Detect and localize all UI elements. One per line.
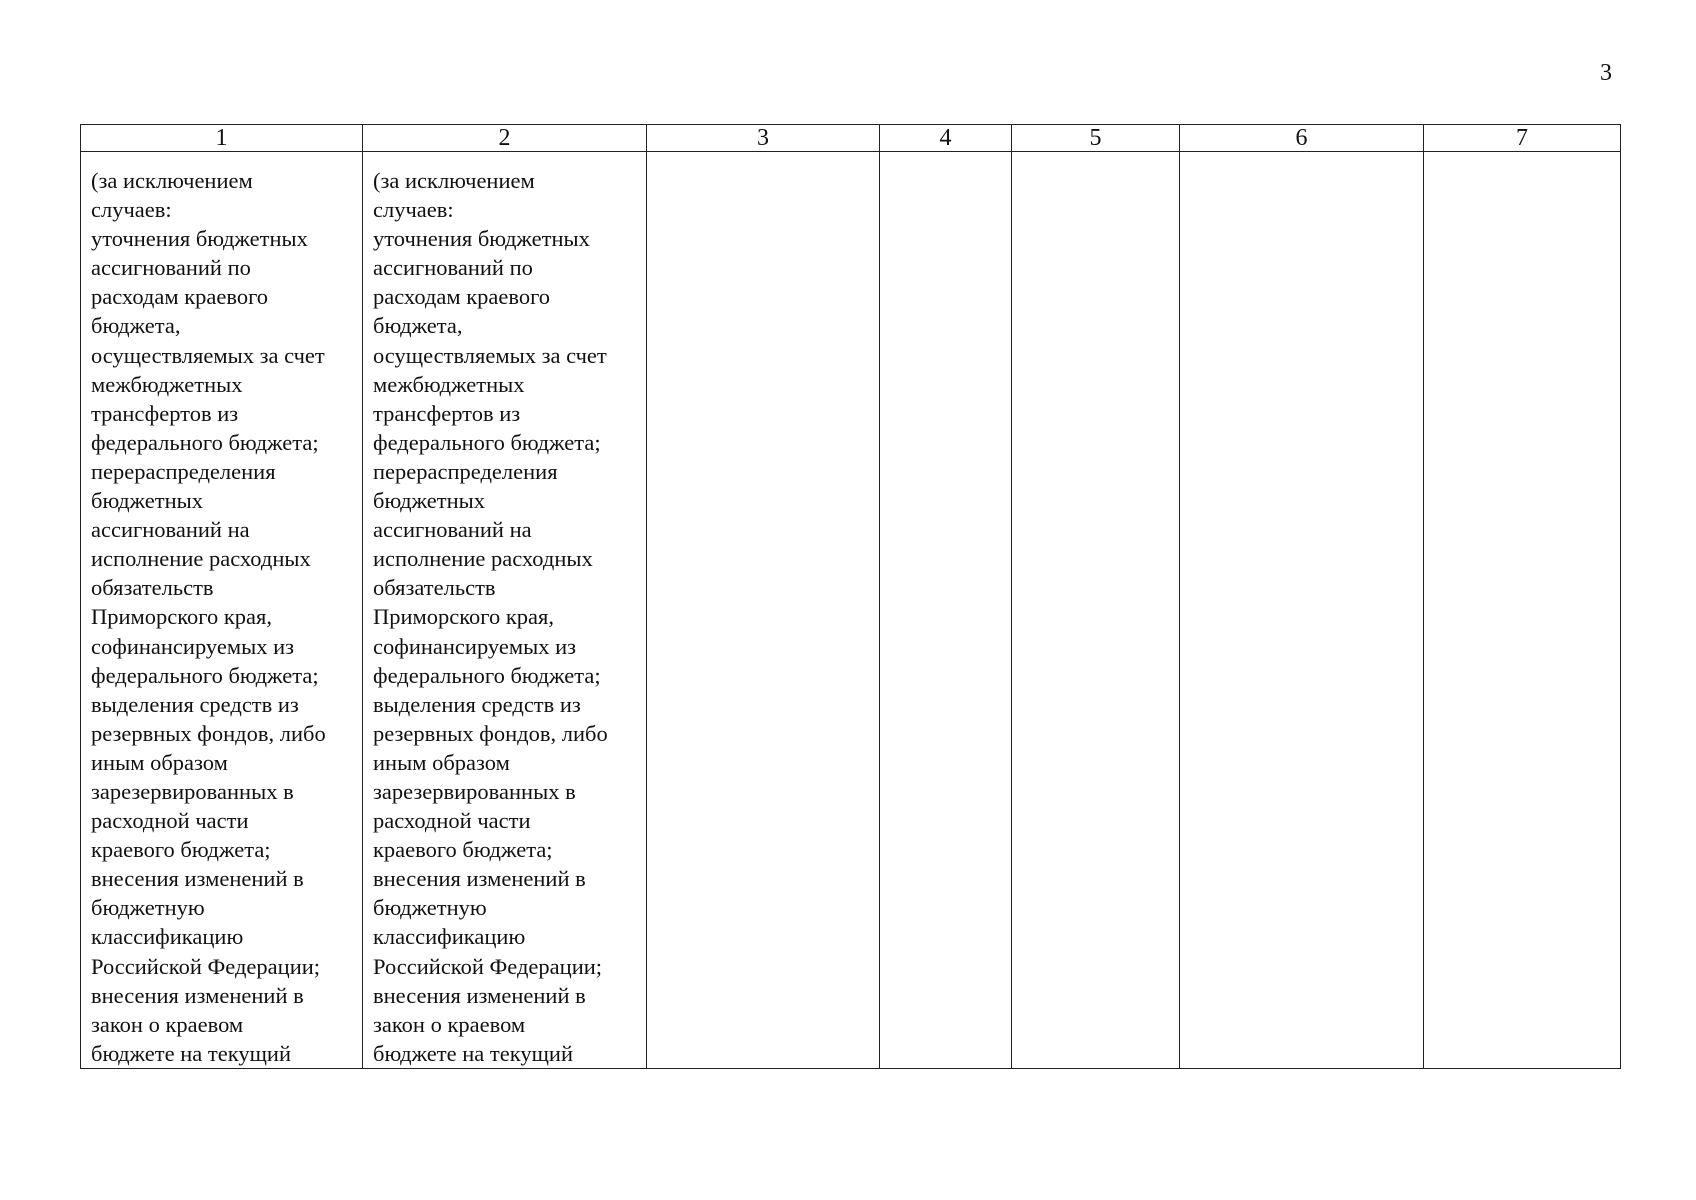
table-row (81, 152, 1621, 1069)
text-line: ассигнований по (373, 255, 533, 281)
text-line: софинансируемых из (373, 633, 577, 659)
text-line: случаев: (91, 197, 172, 223)
text-line: краевого бюджета; (373, 837, 553, 863)
text-line: федерального бюджета; (373, 662, 601, 688)
text-line: резервных фондов, либо (373, 720, 608, 746)
cell-text-column-2 (363, 152, 646, 1068)
text-line: Российской Федерации; (91, 953, 321, 979)
text-line: трансфертов из (91, 400, 239, 426)
text-line: бюджетных (373, 488, 486, 514)
text-line: ассигнований на (91, 517, 250, 543)
text-line: бюджете на текущий (373, 1040, 573, 1066)
text-line: бюджета, (373, 313, 463, 339)
text-line: межбюджетных (91, 371, 243, 397)
text-line: уточнения бюджетных (373, 226, 590, 252)
cell-column-1 (81, 152, 363, 1069)
text-line: обязательств (373, 575, 496, 601)
text-line: бюджетную (373, 895, 487, 921)
column-header-6: 6 (1180, 125, 1424, 152)
text-line: осуществляемых за счет (91, 342, 325, 368)
text-line: федерального бюджета; (91, 662, 319, 688)
text-line: межбюджетных (373, 371, 525, 397)
cell-column-4 (880, 152, 1012, 1069)
text-line: зарезервированных в (91, 778, 294, 804)
text-line: федерального бюджета; (373, 429, 601, 455)
text-line: внесения изменений в (91, 982, 304, 1008)
text-line: исполнение расходных (91, 546, 311, 572)
text-line: бюджета, (91, 313, 181, 339)
text-line: Российской Федерации; (373, 953, 603, 979)
column-header-7: 7 (1424, 125, 1621, 152)
text-line: федерального бюджета; (91, 429, 319, 455)
text-line: внесения изменений в (373, 866, 586, 892)
text-line: трансфертов из (373, 400, 521, 426)
text-line: внесения изменений в (91, 866, 304, 892)
cell-column-5 (1012, 152, 1180, 1069)
text-line: (за исключением (91, 168, 253, 193)
column-header-1: 1 (81, 125, 363, 152)
cell-column-7 (1424, 152, 1621, 1069)
text-line: Приморского края, (91, 604, 272, 630)
text-line: расходам краевого (91, 284, 269, 310)
text-line: резервных фондов, либо (91, 720, 326, 746)
text-line: классификацию (91, 924, 244, 950)
text-line: исполнение расходных (373, 546, 593, 572)
text-line: классификацию (373, 924, 526, 950)
text-line: Приморского края, (373, 604, 554, 630)
text-line: закон о краевом (373, 1011, 526, 1037)
text-line: выделения средств из (373, 691, 581, 717)
text-line: бюджетную (91, 895, 205, 921)
text-line: перераспределения (91, 458, 276, 484)
text-line: расходам краевого (373, 284, 551, 310)
text-line: иным образом (91, 749, 228, 775)
text-line: уточнения бюджетных (91, 226, 308, 252)
text-line: зарезервированных в (373, 778, 576, 804)
text-line: софинансируемых из (91, 633, 295, 659)
column-header-3: 3 (647, 125, 880, 152)
cell-text-column-1 (81, 152, 362, 1068)
text-line: внесения изменений в (373, 982, 586, 1008)
column-header-2: 2 (363, 125, 647, 152)
column-header-5: 5 (1012, 125, 1180, 152)
text-line: бюджетных (91, 488, 204, 514)
text-line: ассигнований по (91, 255, 251, 281)
text-line: выделения средств из (91, 691, 299, 717)
column-header-4: 4 (880, 125, 1012, 152)
cell-column-6 (1180, 152, 1424, 1069)
text-line: расходной части (91, 808, 249, 834)
text-line: ассигнований на (373, 517, 532, 543)
cell-column-3 (647, 152, 880, 1069)
text-line: осуществляемых за счет (373, 342, 607, 368)
text-line: (за исключением (373, 168, 535, 193)
text-line: случаев: (373, 197, 454, 223)
text-line: иным образом (373, 749, 510, 775)
text-line: бюджете на текущий (91, 1040, 291, 1066)
document-table (80, 124, 1621, 1069)
cell-column-2 (363, 152, 647, 1069)
text-line: закон о краевом (91, 1011, 244, 1037)
text-line: обязательств (91, 575, 214, 601)
text-line: краевого бюджета; (91, 837, 271, 863)
text-line: перераспределения (373, 458, 558, 484)
page-number: 3 (1600, 60, 1612, 86)
text-line: расходной части (373, 808, 531, 834)
header-row (81, 125, 1621, 152)
